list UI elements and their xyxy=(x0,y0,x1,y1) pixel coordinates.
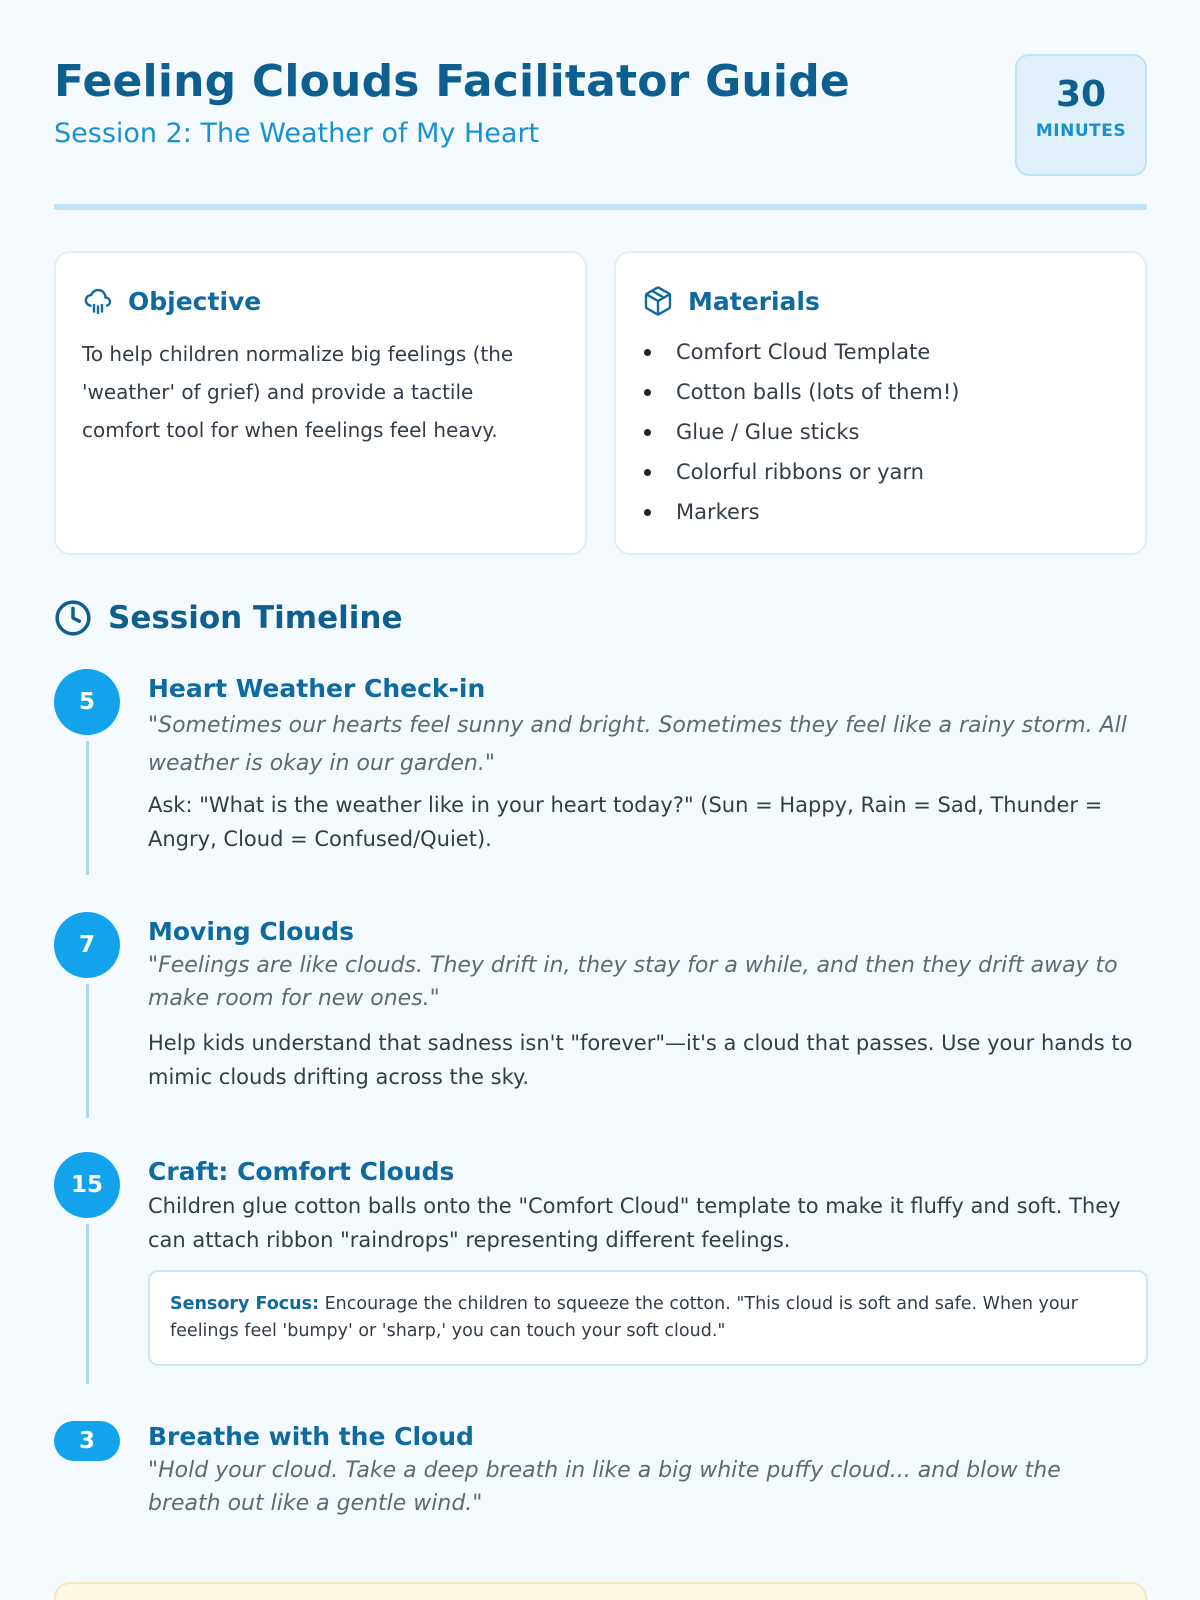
page-subtitle: Session 2: The Weather of My Heart xyxy=(54,118,540,149)
timeline-step xyxy=(54,1421,1147,1531)
step-description: Help kids understand that sadness isn't "forever"—it's a cloud that passes. Use your hands to mimic clouds drifting across the sky. xyxy=(148,1031,1133,1089)
duration-badge xyxy=(1015,54,1147,176)
header-divider xyxy=(54,204,1147,210)
step-minutes-badge: 5 xyxy=(54,669,120,735)
materials-item: Colorful ribbons or yarn xyxy=(642,452,959,492)
sensory-focus-label: Sensory Focus: xyxy=(170,1294,320,1314)
step-title: Heart Weather Check-in xyxy=(148,674,486,703)
facilitator-guide-page xyxy=(54,0,1147,1600)
timeline-connector xyxy=(86,1224,89,1384)
objective-card xyxy=(54,251,587,555)
step-description: Children glue cotton balls onto the "Comfort Cloud" template to make it fluffy and soft. They can attach ribbon "raindrops" representing different feelings. xyxy=(148,1194,1121,1252)
page-title: Feeling Clouds Facilitator Guide xyxy=(54,56,850,107)
materials-list xyxy=(642,332,959,532)
step-title: Moving Clouds xyxy=(148,917,354,946)
materials-title: Materials xyxy=(688,286,820,316)
timeline-step xyxy=(54,912,1147,1122)
timeline-title: Session Timeline xyxy=(108,600,403,636)
step-quote: "Feelings are like clouds. They drift in, they stay for a while, and then they drift away to make room for new ones." xyxy=(148,953,1118,1011)
objective-title: Objective xyxy=(128,286,262,316)
guide-header xyxy=(54,52,1147,212)
materials-header xyxy=(642,283,820,319)
next-section-card xyxy=(54,1582,1147,1600)
step-quote: "Sometimes our hearts feel sunny and bright. Sometimes they feel like a rainy storm. All weather is okay in our garden." xyxy=(148,713,1127,776)
clock-icon xyxy=(54,599,92,637)
timeline-connector xyxy=(86,741,89,875)
step-minutes-badge: 15 xyxy=(54,1152,120,1218)
duration-unit: MINUTES xyxy=(1035,121,1127,141)
timeline-step xyxy=(54,669,1147,879)
sensory-focus-text: Encourage the children to squeeze the cotton. "This cloud is soft and safe. When your feelings feel 'bumpy' or 'sharp,' you can touch your soft cloud." xyxy=(170,1294,1078,1341)
step-quote: "Hold your cloud. Take a deep breath in like a big white puffy cloud... and blow the breath out like a gentle wind." xyxy=(148,1458,1061,1516)
step-minutes-badge: 3 xyxy=(54,1421,120,1461)
step-minutes-badge: 7 xyxy=(54,912,120,978)
duration-value: 30 xyxy=(1055,74,1107,115)
materials-card xyxy=(614,251,1147,555)
step-title: Craft: Comfort Clouds xyxy=(148,1157,455,1186)
materials-item: Glue / Glue sticks xyxy=(642,412,959,452)
materials-item: Comfort Cloud Template xyxy=(642,332,959,372)
materials-item: Markers xyxy=(642,492,959,532)
step-title: Breathe with the Cloud xyxy=(148,1422,474,1451)
package-icon xyxy=(642,285,674,317)
timeline-connector xyxy=(86,984,89,1118)
cloud-rain-icon xyxy=(82,285,114,317)
objective-header xyxy=(82,283,261,319)
timeline-step xyxy=(54,1152,1147,1392)
sensory-focus-box xyxy=(148,1270,1148,1366)
objective-text: To help children normalize big feelings (the 'weather' of grief) and provide a tactile comfort tool for when feelings feel heavy. xyxy=(82,342,514,442)
timeline-header xyxy=(54,596,403,640)
step-description: Ask: "What is the weather like in your heart today?" (Sun = Happy, Rain = Sad, Thunder = Angry, Cloud = Confused/Quiet). xyxy=(148,793,1103,851)
materials-item: Cotton balls (lots of them!) xyxy=(642,372,959,412)
